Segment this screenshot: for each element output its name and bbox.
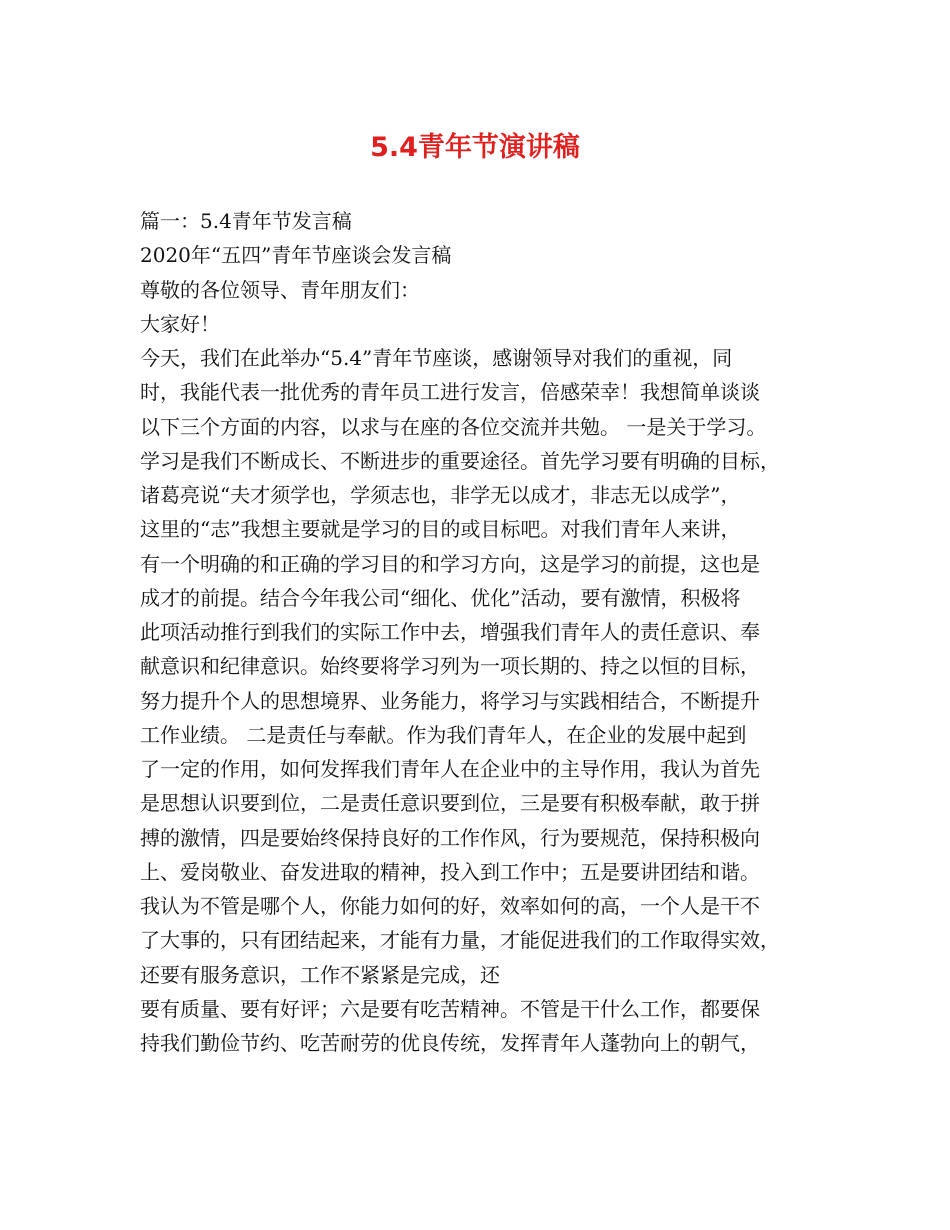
body-line: 时，我能代表一批优秀的青年员工进行发言，倍感荣幸！我想简单谈谈: [140, 380, 760, 405]
body-line: 今天，我们在此举办“5.4”青年节座谈，感谢领导对我们的重视，同: [140, 346, 733, 370]
body-line: 了大事的，只有团结起来，才能有力量，才能促进我们的工作取得实效，: [140, 928, 780, 953]
body-line: 学习是我们不断成长、不断进步的重要途径。首先学习要有明确的目标，: [140, 448, 780, 473]
body-line: 2020年“五四”青年节座谈会发言稿: [140, 243, 452, 268]
body-line: 上、爱岗敬业、奋发进取的精神，投入到工作中；五是要讲团结和谐。: [140, 859, 760, 884]
body-line: 成才的前提。结合今年我公司“细化、优化”活动，要有激情，积极将: [140, 585, 741, 610]
body-line: 努力提升个人的思想境界、业务能力，将学习与实践相结合，不断提升: [140, 688, 760, 713]
body-line: 是思想认识要到位，二是责任意识要到位，三是要有积极奉献，敢于拼: [140, 791, 760, 816]
body-line: 要有质量、要有好评；六是要有吃苦精神。不管是干什么工作，都要保: [140, 996, 760, 1021]
body-line: 诸葛亮说“夫才须学也，学须志也，非学无以成才，非志无以成学”，: [140, 483, 741, 507]
document-body: [140, 204, 830, 1060]
body-line: 工作业绩。 二是责任与奉献。作为我们青年人，在企业的发展中起到: [140, 722, 747, 747]
body-line: 有一个明确的和正确的学习目的和学习方向，这是学习的前提，这也是: [140, 551, 760, 576]
document-title: 5.4青年节演讲稿: [370, 132, 580, 163]
body-line: 篇一：5.4青年节发言稿: [140, 209, 352, 233]
body-line: 还要有服务意识，工作不紧紧是完成，还: [140, 962, 500, 987]
body-line: 搏的激情，四是要始终保持良好的工作作风，行为要规范，保持积极向: [140, 825, 760, 850]
body-line: 了一定的作用，如何发挥我们青年人在企业中的主导作用，我认为首先: [140, 757, 760, 781]
body-line: 此项活动推行到我们的实际工作中去，增强我们青年人的责任意识、奉: [140, 620, 760, 644]
body-line: 献意识和纪律意识。始终要将学习列为一项长期的、持之以恒的目标，: [140, 654, 760, 679]
body-line: 尊敬的各位领导、青年朋友们：: [140, 277, 420, 302]
body-line: 大家好！: [140, 311, 220, 336]
body-line: 持我们勤俭节约、吃苦耐劳的优良传统，发挥青年人蓬勃向上的朝气，: [140, 1031, 760, 1055]
body-line: 这里的“志”我想主要就是学习的目的或目标吧。对我们青年人来讲，: [140, 517, 741, 542]
body-line: 我认为不管是哪个人，你能力如何的好，效率如何的高，一个人是干不: [140, 894, 760, 918]
body-line: 以下三个方面的内容，以求与在座的各位交流并共勉。 一是关于学习。: [140, 414, 767, 439]
